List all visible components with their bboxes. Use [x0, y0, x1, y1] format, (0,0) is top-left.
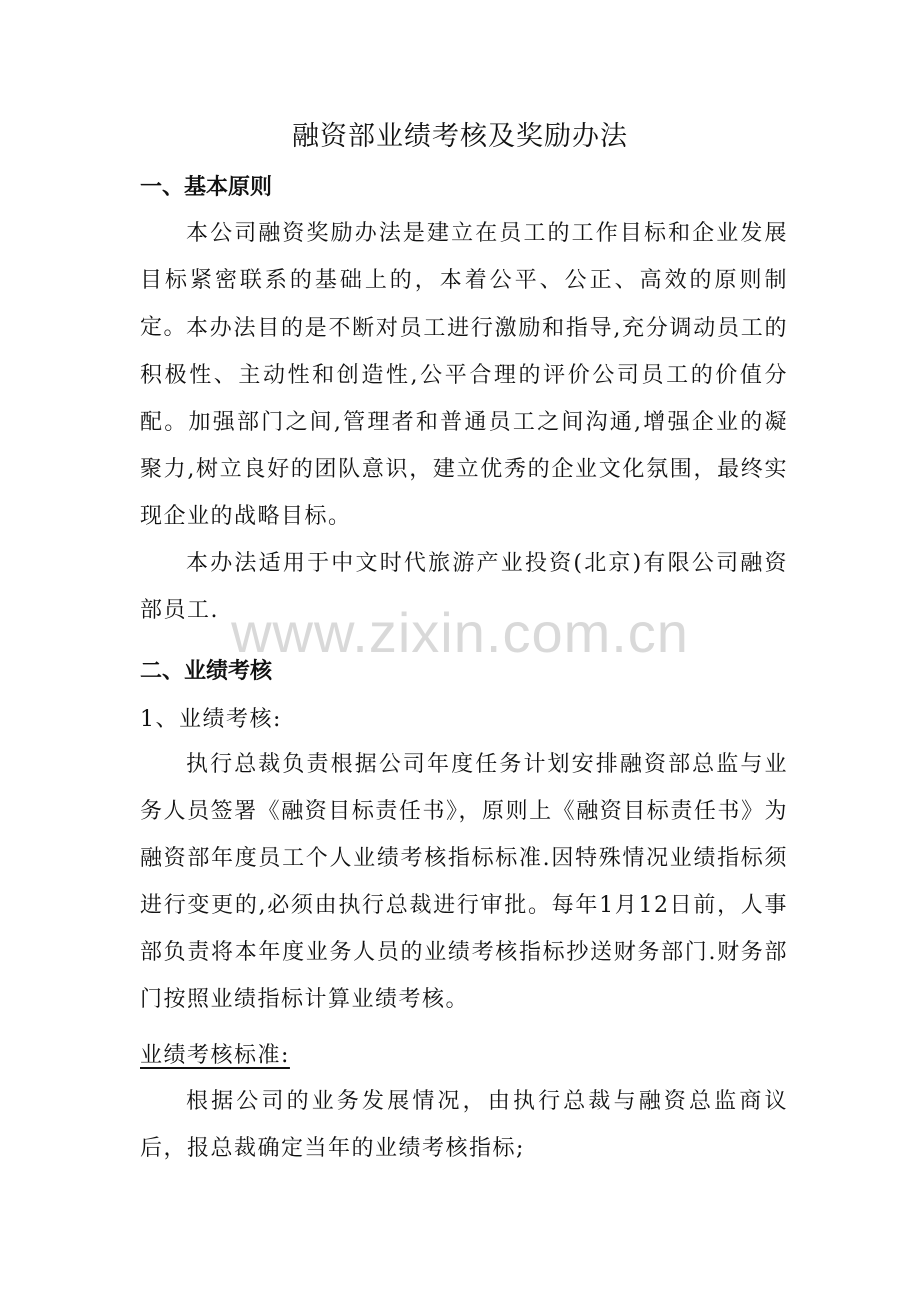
standard-label: 业绩考核标准:: [140, 1043, 290, 1068]
paragraph-principle-3: 本办法适用于中文时代旅游产业投资(北京)有限公司融资部员工.: [140, 551, 788, 623]
paragraph-principle-1: 本公司融资奖励办法是建立在员工的工作目标和企业发展目标紧密联系的基础上的，本着公平、公正、高效的原则制定。: [140, 221, 788, 340]
paragraph-performance-1: 执行总裁负责根据公司年度任务计划安排融资部总监与业务人员签署《融资目标责任书》，原则上《融资目标责任书》为融资部年度员工个人业绩考核指标标准.因特殊情况业绩指标须进行变更的,必须由执行总裁进行审批。每年1月12日前，人事部负责将本年度业务人员的业绩考核指标抄送财务部门.财务部门按照业绩指标计算业绩考核。: [140, 752, 788, 1012]
paragraph-performance-2: 根据公司的业务发展情况，由执行总裁与融资总监商议后，报总裁确定当年的业绩考核指标;: [140, 1089, 788, 1161]
section-heading-performance: 二、业绩考核: [140, 659, 273, 684]
watermark: www.zixin.com.cn: [231, 601, 689, 664]
paragraph-principle-2: 本办法目的是不断对员工进行激励和指导,充分调动员工的积极性、主动性和创造性,公平合理的评价公司员工的价值分配。加强部门之间,管理者和普通员工之间沟通,增强企业的凝聚力,树立良好的团队意识，建立优秀的企业文化氛围，最终实现企业的战略目标。: [140, 316, 788, 529]
subheading-performance-review: 1、业绩考核:: [140, 707, 282, 732]
section-heading-basic-principles: 一、基本原则: [140, 175, 273, 200]
document-title: 融资部业绩考核及奖励办法: [292, 121, 628, 152]
